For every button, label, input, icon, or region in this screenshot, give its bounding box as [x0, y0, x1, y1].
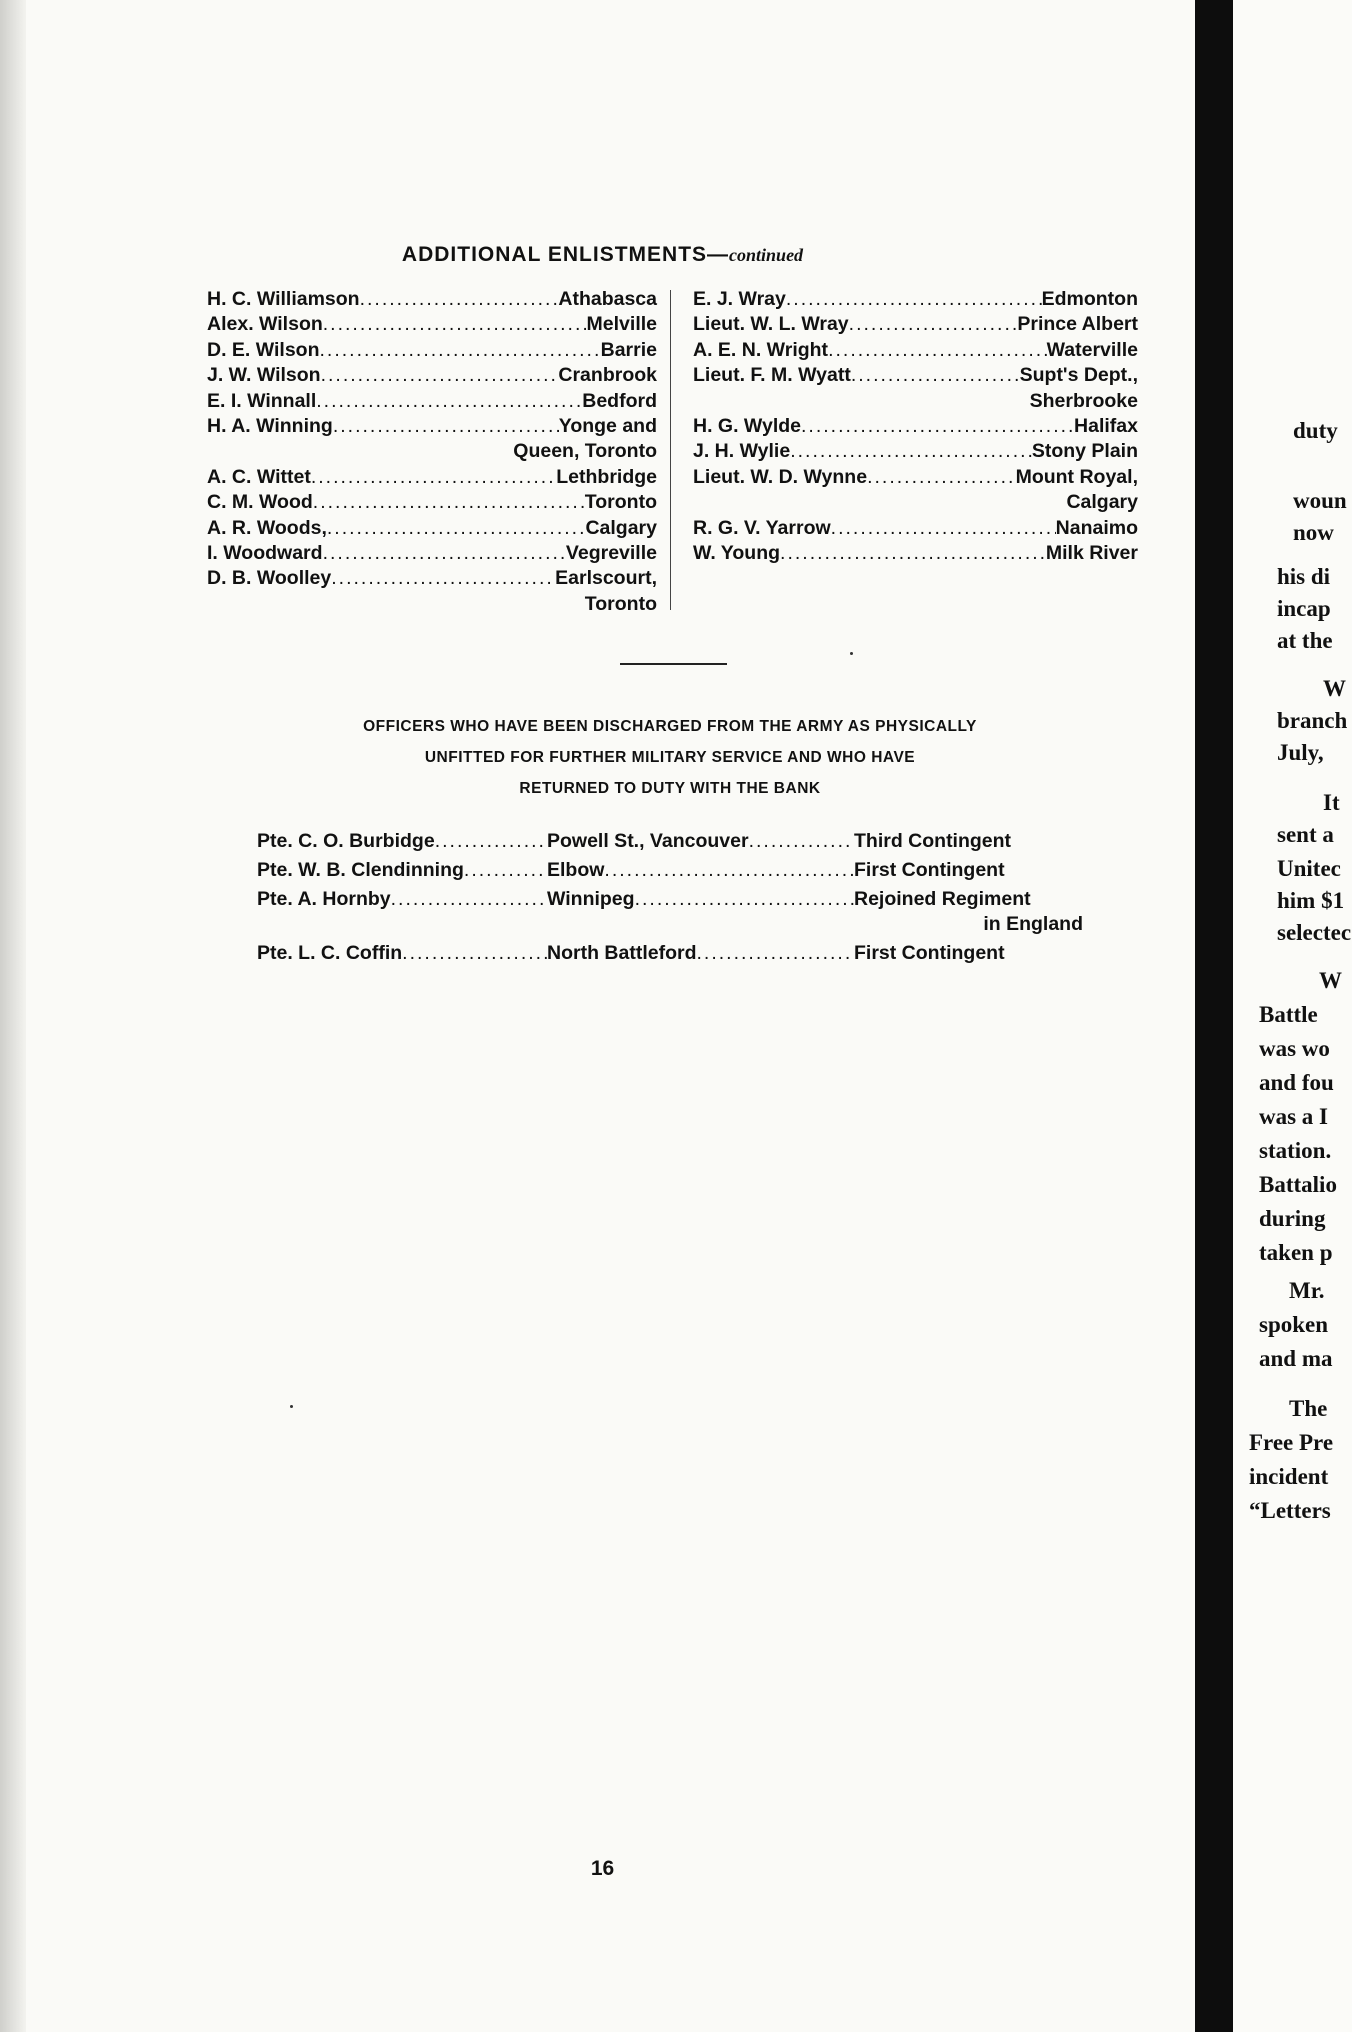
officer-note: Rejoined Regiment [854, 888, 1031, 910]
left-column-entry [207, 516, 657, 541]
branch-location: Milk River [1045, 542, 1138, 565]
right-column-entry [693, 363, 1138, 388]
left-column-entry [207, 465, 657, 490]
enlistee-name: J. H. Wylie [693, 440, 791, 463]
facing-page-text: July, [1277, 740, 1324, 765]
discharged-heading-line-1: OFFICERS WHO HAVE BEEN DISCHARGED FROM THE ARMY AS PHYSICALLY [363, 718, 977, 735]
dot-leader [391, 887, 547, 912]
enlistee-name: R. G. V. Yarrow [693, 516, 831, 539]
facing-page-text: Mr. [1289, 1278, 1325, 1303]
dot-leader [323, 541, 566, 566]
branch-location-continued: Calgary [1066, 491, 1138, 514]
dot-leader [849, 312, 1018, 337]
officer-note: Third Contingent [854, 830, 1012, 852]
branch-cell [547, 829, 854, 854]
officer-cell [257, 858, 547, 883]
dot-leader [313, 490, 585, 515]
enlistee-name: D. E. Wilson [207, 338, 320, 361]
enlistee-name: C. M. Wood [207, 491, 313, 514]
dot-leader [435, 829, 547, 854]
officer-name: Pte. W. B. Clendinning [257, 859, 464, 881]
enlistee-name: Lieut. W. D. Wynne [693, 465, 868, 488]
left-column-entry [207, 414, 657, 439]
dot-leader [697, 941, 855, 966]
branch-location: Edmonton [1041, 288, 1138, 310]
branch-location: Waterville [1046, 338, 1138, 361]
enlistee-name: I. Woodward [207, 542, 323, 565]
facing-page-text: W [1323, 676, 1346, 701]
facing-page-text: Battle [1259, 1002, 1318, 1027]
enlistee-name: Lieut. W. L. Wray [693, 313, 849, 336]
discharged-row [257, 941, 1087, 966]
enlistee-name: Alex. Wilson [207, 313, 323, 336]
book-gutter [1195, 0, 1233, 2032]
dot-leader [321, 363, 559, 388]
enlistee-name: H. C. Williamson [207, 288, 360, 310]
facing-page-text: and ma [1259, 1346, 1333, 1371]
enlistments-right-column [693, 287, 1138, 566]
enlistee-name: D. B. Woolley [207, 567, 332, 590]
print-speck [850, 652, 853, 655]
officer-branch: Winnipeg [547, 888, 635, 910]
right-column-entry [693, 541, 1138, 566]
enlistee-name: J. W. Wilson [207, 364, 321, 387]
branch-cell [547, 941, 854, 966]
note-cell [854, 941, 1087, 966]
branch-location: Earlscourt, [555, 567, 657, 590]
dot-leader [790, 439, 1032, 464]
branch-location: Calgary [585, 516, 657, 539]
left-column-entry [207, 566, 657, 591]
right-column-entry [693, 312, 1138, 337]
officer-branch: Elbow [547, 859, 605, 881]
facing-page-text: was a I [1259, 1104, 1329, 1129]
left-column-entry [207, 541, 657, 566]
branch-location: Halifax [1074, 415, 1138, 438]
dot-leader [786, 287, 1042, 312]
print-speck [290, 1405, 293, 1408]
discharged-row [257, 829, 1087, 854]
note-cell [854, 829, 1087, 854]
discharged-heading [230, 711, 1110, 804]
dot-leader [320, 338, 601, 363]
facing-page-text: Free Pre [1249, 1430, 1334, 1455]
enlistee-name: E. I. Winnall [207, 389, 317, 412]
branch-location: Bedford [582, 389, 657, 412]
facing-page-text: him $1 [1277, 888, 1345, 913]
facing-page [1233, 0, 1352, 2032]
facing-page-text: was wo [1259, 1036, 1330, 1061]
dot-leader [360, 287, 559, 312]
facing-page-text: Unitec [1277, 856, 1341, 881]
discharged-row [257, 887, 1087, 937]
discharged-heading-line-3: RETURNED TO DUTY WITH THE BANK [519, 780, 821, 797]
facing-page-text: woun [1293, 488, 1347, 513]
dot-leader [316, 389, 582, 414]
note-cell [854, 858, 1087, 883]
dot-leader [402, 941, 547, 966]
left-column-entry [207, 312, 657, 337]
dot-leader [333, 414, 559, 439]
discharged-heading-line-2: UNFITTED FOR FURTHER MILITARY SERVICE AND WHO HAVE [424, 749, 916, 766]
facing-page-text: Battalio [1259, 1172, 1337, 1197]
officer-branch: North Battleford [547, 942, 697, 964]
facing-page-text: It [1323, 790, 1340, 815]
dot-leader [604, 858, 854, 883]
right-column-entry [693, 414, 1138, 439]
dot-leader [311, 465, 556, 490]
enlistee-name: H. G. Wylde [693, 415, 801, 438]
heading-title: ADDITIONAL ENLISTMENTS— [401, 243, 730, 266]
officer-note: First Contingent [854, 859, 1005, 881]
officer-note-continued: in England [983, 913, 1083, 935]
dot-leader [749, 829, 854, 854]
facing-page-text: his di [1277, 564, 1331, 589]
right-column-entry [693, 287, 1138, 312]
branch-cell [547, 858, 854, 883]
dot-leader [780, 541, 1046, 566]
branch-location: Lethbridge [556, 465, 657, 488]
officer-name: Pte. L. C. Coffin [257, 942, 403, 964]
branch-cell [547, 887, 854, 912]
facing-page-text: at the [1277, 628, 1333, 653]
branch-location: Barrie [600, 338, 657, 361]
enlistee-name: A. C. Wittet [207, 465, 311, 488]
left-column-entry [207, 287, 657, 312]
right-column-entry [693, 338, 1138, 363]
facing-page-text: station. [1259, 1138, 1332, 1163]
heading-continued: continued [729, 245, 804, 265]
enlistee-name: Lieut. F. M. Wyatt [693, 364, 851, 387]
branch-location: Vegreville [565, 542, 657, 565]
discharged-list [257, 829, 1087, 970]
discharged-row [257, 858, 1087, 883]
branch-location: Athabasca [558, 288, 657, 310]
facing-page-text: incap [1277, 596, 1331, 621]
enlistee-name: A. E. N. Wright [693, 338, 829, 361]
facing-page-text: now [1293, 520, 1334, 545]
facing-page-text: W [1319, 968, 1342, 993]
officer-cell [257, 941, 547, 966]
dot-leader [867, 465, 1016, 490]
section-rule [620, 663, 727, 665]
branch-location: Yonge and [558, 415, 657, 438]
enlistee-name: A. R. Woods, [207, 516, 327, 539]
branch-location: Toronto [584, 491, 657, 514]
enlistee-name: W. Young [693, 542, 781, 565]
dot-leader [851, 363, 1020, 388]
left-column-entry [207, 490, 657, 515]
dot-leader [327, 516, 586, 541]
branch-location-continued: Sherbrooke [1029, 389, 1138, 412]
officer-cell [257, 829, 547, 854]
facing-page-text: spoken [1259, 1312, 1329, 1337]
enlistments-left-column [207, 287, 657, 617]
dot-leader [801, 414, 1074, 439]
dot-leader [635, 887, 854, 912]
facing-page-text: duty [1293, 418, 1338, 443]
branch-location: Melville [586, 313, 657, 336]
dot-leader [464, 858, 547, 883]
dot-leader [331, 566, 555, 591]
officer-cell [257, 887, 547, 912]
facing-page-text: sent a [1277, 822, 1334, 847]
enlistee-name: H. A. Winning [207, 415, 333, 438]
facing-page-text: selectec [1277, 920, 1352, 945]
officer-name: Pte. C. O. Burbidge [257, 830, 435, 852]
dot-leader [831, 516, 1056, 541]
dot-leader [323, 312, 587, 337]
page-heading [0, 243, 1205, 267]
branch-location: Supt's Dept., [1019, 364, 1138, 387]
branch-location: Mount Royal, [1015, 465, 1138, 488]
facing-page-text: taken p [1259, 1240, 1333, 1265]
column-divider [670, 290, 671, 610]
branch-location: Cranbrook [558, 364, 657, 387]
facing-page-text: and fou [1259, 1070, 1334, 1095]
facing-page-text: The [1289, 1396, 1328, 1421]
officer-note: First Contingent [854, 942, 1005, 964]
enlistee-name: E. J. Wray [693, 288, 786, 310]
branch-location: Stony Plain [1031, 440, 1138, 463]
officer-branch: Powell St., Vancouver [547, 830, 749, 852]
facing-page-text: incident [1249, 1464, 1329, 1489]
officer-name: Pte. A. Hornby [257, 888, 391, 910]
branch-location: Prince Albert [1017, 313, 1138, 336]
dot-leader [828, 338, 1047, 363]
left-column-entry [207, 363, 657, 388]
left-column-entry [207, 389, 657, 414]
branch-location-continued: Toronto [584, 592, 657, 615]
branch-location-continued: Queen, Toronto [513, 440, 657, 463]
branch-location: Nanaimo [1055, 516, 1138, 539]
right-column-entry [693, 516, 1138, 541]
facing-page-text: during [1259, 1206, 1326, 1231]
facing-page-text: “Letters [1249, 1498, 1331, 1523]
left-column-entry [207, 338, 657, 363]
facing-page-text: branch [1277, 708, 1348, 733]
note-cell [854, 887, 1087, 937]
page-number: 16 [590, 1857, 615, 1880]
right-column-entry [693, 465, 1138, 490]
right-column-entry [693, 439, 1138, 464]
